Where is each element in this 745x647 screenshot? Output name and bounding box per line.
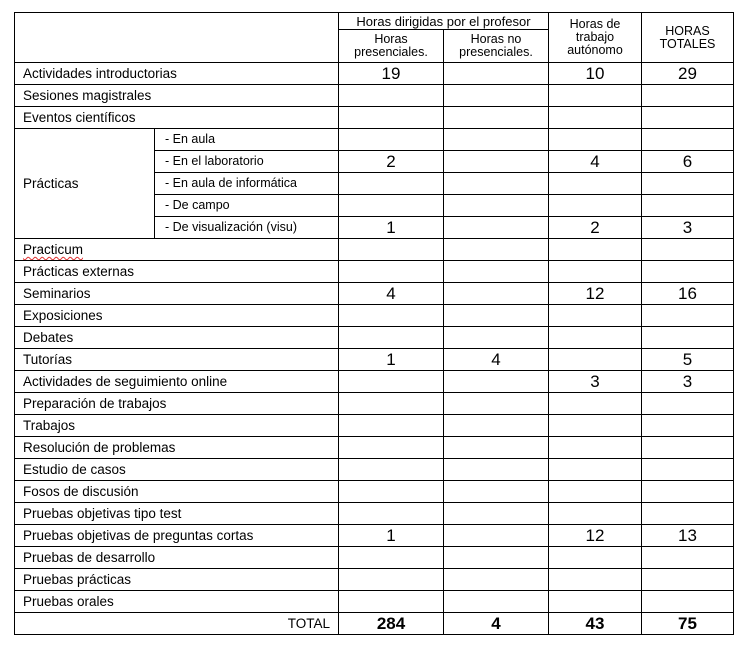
sub-activity-label: - En aula de informática bbox=[155, 173, 339, 195]
sub-activity-label: - De campo bbox=[155, 195, 339, 217]
cell-no-presenciales bbox=[444, 151, 549, 173]
activity-label: Trabajos bbox=[15, 415, 339, 437]
table-row bbox=[15, 305, 734, 327]
cell-presenciales: 4 bbox=[339, 283, 444, 305]
cell-totales bbox=[642, 107, 734, 129]
sub-activity-label: - En aula bbox=[155, 129, 339, 151]
total-presenciales: 284 bbox=[339, 613, 444, 635]
header-row-1 bbox=[15, 13, 734, 30]
cell-presenciales: 19 bbox=[339, 63, 444, 85]
cell-no-presenciales bbox=[444, 107, 549, 129]
activity-label: Resolución de problemas bbox=[15, 437, 339, 459]
cell-presenciales bbox=[339, 415, 444, 437]
cell-presenciales bbox=[339, 503, 444, 525]
cell-no-presenciales bbox=[444, 239, 549, 261]
cell-no-presenciales bbox=[444, 371, 549, 393]
cell-autonomo bbox=[549, 437, 642, 459]
header-totales bbox=[642, 13, 734, 63]
hours-table bbox=[14, 12, 734, 635]
cell-no-presenciales bbox=[444, 437, 549, 459]
activity-label: Pruebas objetivas de preguntas cortas bbox=[15, 525, 339, 547]
table-row bbox=[15, 415, 734, 437]
cell-autonomo bbox=[549, 569, 642, 591]
activity-label: Pruebas prácticas bbox=[15, 569, 339, 591]
cell-autonomo bbox=[549, 173, 642, 195]
header-dirigidas: Horas dirigidas por el profesor bbox=[339, 13, 549, 30]
cell-presenciales bbox=[339, 173, 444, 195]
total-autonomo: 43 bbox=[549, 613, 642, 635]
cell-no-presenciales bbox=[444, 217, 549, 239]
cell-no-presenciales: 4 bbox=[444, 349, 549, 371]
cell-totales: 3 bbox=[642, 217, 734, 239]
cell-presenciales: 1 bbox=[339, 217, 444, 239]
activity-label: Debates bbox=[15, 327, 339, 349]
cell-no-presenciales bbox=[444, 85, 549, 107]
activity-label: Actividades introductorias bbox=[15, 63, 339, 85]
activity-label: Pruebas de desarrollo bbox=[15, 547, 339, 569]
header-autonomo-text: Horas de trabajo autónomo bbox=[567, 17, 623, 57]
cell-autonomo bbox=[549, 503, 642, 525]
total-totales: 75 bbox=[642, 613, 734, 635]
cell-no-presenciales bbox=[444, 129, 549, 151]
header-presenciales-text: Horas presenciales. bbox=[354, 32, 428, 59]
activity-label: Tutorías bbox=[15, 349, 339, 371]
cell-autonomo bbox=[549, 481, 642, 503]
cell-totales bbox=[642, 327, 734, 349]
cell-totales: 3 bbox=[642, 371, 734, 393]
header-autonomo bbox=[549, 13, 642, 63]
sub-activity-label: - En el laboratorio bbox=[155, 151, 339, 173]
table-row bbox=[15, 503, 734, 525]
cell-totales bbox=[642, 415, 734, 437]
activity-label: Pruebas orales bbox=[15, 591, 339, 613]
cell-presenciales bbox=[339, 85, 444, 107]
cell-totales bbox=[642, 437, 734, 459]
table-row bbox=[15, 63, 734, 85]
cell-autonomo: 10 bbox=[549, 63, 642, 85]
cell-totales: 29 bbox=[642, 63, 734, 85]
activity-label: Pruebas objetivas tipo test bbox=[15, 503, 339, 525]
cell-totales bbox=[642, 261, 734, 283]
table-row bbox=[15, 239, 734, 261]
cell-autonomo bbox=[549, 195, 642, 217]
table-row bbox=[15, 547, 734, 569]
activity-label: Exposiciones bbox=[15, 305, 339, 327]
cell-presenciales bbox=[339, 107, 444, 129]
cell-totales bbox=[642, 547, 734, 569]
table-row bbox=[15, 393, 734, 415]
table-row bbox=[15, 85, 734, 107]
cell-presenciales bbox=[339, 195, 444, 217]
cell-totales: 5 bbox=[642, 349, 734, 371]
cell-autonomo bbox=[549, 85, 642, 107]
cell-presenciales bbox=[339, 393, 444, 415]
cell-no-presenciales bbox=[444, 261, 549, 283]
cell-presenciales bbox=[339, 239, 444, 261]
cell-no-presenciales bbox=[444, 503, 549, 525]
header-presenciales bbox=[339, 30, 444, 63]
table-row bbox=[15, 283, 734, 305]
cell-no-presenciales bbox=[444, 305, 549, 327]
cell-presenciales bbox=[339, 261, 444, 283]
table-row bbox=[15, 525, 734, 547]
practicum-text: Practicum bbox=[23, 242, 84, 257]
cell-presenciales bbox=[339, 327, 444, 349]
table-row bbox=[15, 349, 734, 371]
cell-totales bbox=[642, 481, 734, 503]
cell-totales bbox=[642, 305, 734, 327]
cell-no-presenciales bbox=[444, 63, 549, 85]
cell-autonomo bbox=[549, 327, 642, 349]
cell-presenciales bbox=[339, 591, 444, 613]
activity-label: Actividades de seguimiento online bbox=[15, 371, 339, 393]
cell-no-presenciales bbox=[444, 283, 549, 305]
header-no-presenciales bbox=[444, 30, 549, 63]
cell-autonomo bbox=[549, 261, 642, 283]
cell-autonomo: 3 bbox=[549, 371, 642, 393]
cell-autonomo bbox=[549, 239, 642, 261]
cell-no-presenciales bbox=[444, 547, 549, 569]
cell-totales bbox=[642, 591, 734, 613]
cell-presenciales: 1 bbox=[339, 525, 444, 547]
activity-label: Estudio de casos bbox=[15, 459, 339, 481]
table-row bbox=[15, 481, 734, 503]
table-row bbox=[15, 437, 734, 459]
cell-presenciales bbox=[339, 569, 444, 591]
cell-no-presenciales bbox=[444, 173, 549, 195]
activity-label: Preparación de trabajos bbox=[15, 393, 339, 415]
table-row bbox=[15, 591, 734, 613]
cell-no-presenciales bbox=[444, 195, 549, 217]
cell-autonomo bbox=[549, 107, 642, 129]
cell-totales: 16 bbox=[642, 283, 734, 305]
activity-label: Fosos de discusión bbox=[15, 481, 339, 503]
activity-label: Eventos científicos bbox=[15, 107, 339, 129]
cell-autonomo bbox=[549, 129, 642, 151]
cell-no-presenciales bbox=[444, 591, 549, 613]
practicas-label: Prácticas bbox=[15, 129, 155, 239]
cell-presenciales: 2 bbox=[339, 151, 444, 173]
cell-no-presenciales bbox=[444, 525, 549, 547]
table-row bbox=[15, 107, 734, 129]
table-row bbox=[15, 129, 734, 151]
cell-totales: 13 bbox=[642, 525, 734, 547]
table-row bbox=[15, 569, 734, 591]
cell-totales bbox=[642, 239, 734, 261]
cell-presenciales bbox=[339, 129, 444, 151]
table-row bbox=[15, 371, 734, 393]
cell-presenciales bbox=[339, 481, 444, 503]
activity-label: Seminarios bbox=[15, 283, 339, 305]
cell-autonomo bbox=[549, 459, 642, 481]
activity-label: Sesiones magistrales bbox=[15, 85, 339, 107]
cell-presenciales bbox=[339, 437, 444, 459]
cell-autonomo bbox=[549, 349, 642, 371]
cell-totales bbox=[642, 85, 734, 107]
cell-no-presenciales bbox=[444, 393, 549, 415]
cell-autonomo: 12 bbox=[549, 525, 642, 547]
table-row bbox=[15, 261, 734, 283]
cell-no-presenciales bbox=[444, 481, 549, 503]
table-row bbox=[15, 327, 734, 349]
cell-totales bbox=[642, 129, 734, 151]
cell-totales: 6 bbox=[642, 151, 734, 173]
cell-presenciales: 1 bbox=[339, 349, 444, 371]
cell-autonomo bbox=[549, 415, 642, 437]
cell-no-presenciales bbox=[444, 459, 549, 481]
cell-presenciales bbox=[339, 371, 444, 393]
cell-presenciales bbox=[339, 305, 444, 327]
cell-presenciales bbox=[339, 459, 444, 481]
header-no-presenciales-text: Horas no presenciales. bbox=[459, 32, 533, 59]
cell-autonomo: 2 bbox=[549, 217, 642, 239]
cell-no-presenciales bbox=[444, 327, 549, 349]
cell-autonomo: 4 bbox=[549, 151, 642, 173]
total-label: TOTAL bbox=[15, 613, 339, 635]
cell-autonomo bbox=[549, 393, 642, 415]
cell-autonomo: 12 bbox=[549, 283, 642, 305]
header-totales-text: HORAS TOTALES bbox=[659, 23, 716, 51]
total-no-presenciales: 4 bbox=[444, 613, 549, 635]
cell-no-presenciales bbox=[444, 569, 549, 591]
cell-totales bbox=[642, 173, 734, 195]
cell-autonomo bbox=[549, 547, 642, 569]
total-row bbox=[15, 613, 734, 635]
activity-label: Prácticas externas bbox=[15, 261, 339, 283]
activity-label bbox=[15, 239, 339, 261]
sub-activity-label: - De visualización (visu) bbox=[155, 217, 339, 239]
cell-totales bbox=[642, 459, 734, 481]
cell-autonomo bbox=[549, 305, 642, 327]
cell-totales bbox=[642, 393, 734, 415]
cell-presenciales bbox=[339, 547, 444, 569]
cell-no-presenciales bbox=[444, 415, 549, 437]
table-row bbox=[15, 459, 734, 481]
cell-autonomo bbox=[549, 591, 642, 613]
cell-totales bbox=[642, 195, 734, 217]
cell-totales bbox=[642, 503, 734, 525]
header-empty-cell bbox=[15, 13, 339, 63]
cell-totales bbox=[642, 569, 734, 591]
